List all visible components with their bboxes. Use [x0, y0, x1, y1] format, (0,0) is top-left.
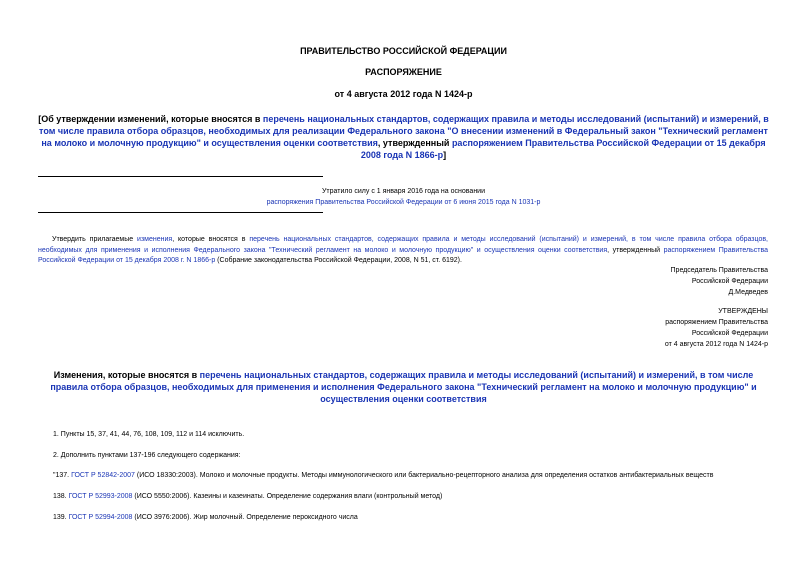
approval-stamp	[468, 306, 768, 350]
item-number: "137.	[53, 472, 72, 479]
gost-link[interactable]: ГОСТ Р 52993-2008	[68, 493, 133, 500]
changes-heading	[36, 369, 771, 405]
signature-block	[468, 265, 768, 298]
intro-link-changes[interactable]: изменения	[137, 236, 173, 243]
item-number: 139.	[53, 514, 69, 521]
approval-date-number: от 4 августа 2012 года N 1424-р	[664, 341, 768, 348]
item-number: 138.	[53, 493, 69, 500]
intro-text-2: , которые вносятся в	[172, 236, 250, 243]
approval-heading: УТВЕРЖДЕНЫ	[718, 308, 768, 315]
approval-line-2: распоряжением Правительства	[665, 319, 768, 326]
approval-line-3: Российской Федерации	[691, 330, 768, 337]
intro-text-4: (Собрание законодательства Российской Федерации, 2008, N 51, ст. 6192).	[215, 257, 462, 264]
title-close-text: ]	[443, 150, 447, 160]
gost-link[interactable]: ГОСТ Р 52842-2007	[71, 472, 135, 479]
void-notice-text: Утратило силу с 1 января 2016 года на основании	[321, 188, 486, 195]
changes-heading-link[interactable]: перечень национальных стандартов, содержащих правила и методы исследований (испытаний) и измерений, в том числе правила отбора образцов, необходимых для применения и исполнения Федерального закона "Технический регламент на молоко и молочную продукцию" и осуществления оценки соответствия	[50, 370, 757, 404]
list-item: 2. Дополнить пунктами 137-196 следующего содержания:	[53, 452, 241, 459]
title-link-order-1866[interactable]: распоряжением Правительства Российской Федерации от 15 декабря 2008 года N 1866-р	[360, 138, 766, 160]
document-title	[36, 113, 771, 161]
intro-link-standards-list[interactable]: перечень национальных стандартов, содержащих правила и методы исследований (испытаний) и измерений, в том числе правила отбора образцов, необходимых для применения и исполнения Федерального закона "Технический регламент на молоко и молочную продукцию" и осуществления оценки соответствия	[38, 236, 768, 254]
changes-heading-text: Изменения, которые вносятся в	[53, 370, 200, 380]
list-item	[53, 513, 773, 523]
intro-paragraph	[38, 235, 768, 267]
void-notice	[0, 186, 807, 208]
item-text: (ИСО 5550:2006). Казеины и казеинаты. Определение содержания влаги (контрольный метод)	[132, 493, 443, 500]
signature-position: Председатель Правительства	[670, 267, 768, 274]
title-open-text: [Об утверждении изменений, которые вносятся в	[38, 114, 263, 124]
intro-link-order-1866[interactable]: распоряжением Правительства Российской Федерации от 15 декабря 2008 г. N 1866-р	[38, 246, 768, 264]
list-item	[53, 492, 773, 502]
document-date-number: от 4 августа 2012 года N 1424-р	[334, 89, 473, 99]
gost-link[interactable]: ГОСТ Р 52994-2008	[68, 514, 133, 521]
government-heading: ПРАВИТЕЛЬСТВО РОССИЙСКОЙ ФЕДЕРАЦИИ	[300, 46, 507, 56]
intro-text-3: , утвержденный	[607, 246, 664, 254]
item-text: (ИСО 18330:2003). Молоко и молочные продукты. Методы иммунологического или бактериально-рецепторного анализа для определения остатков антибактериальных веществ	[134, 472, 714, 479]
title-mid-text: , утвержденный	[377, 138, 452, 148]
item-text: (ИСО 3976:2006). Жир молочный. Определение пероксидного числа	[132, 514, 358, 521]
divider-bottom	[38, 212, 323, 213]
signature-name: Д.Медведев	[728, 289, 768, 296]
divider-top	[38, 176, 323, 177]
list-item: 1. Пункты 15, 37, 41, 44, 76, 108, 109, 112 и 114 исключить.	[53, 431, 245, 438]
list-item	[53, 471, 773, 481]
document-type-heading: РАСПОРЯЖЕНИЕ	[365, 67, 442, 77]
signature-country: Российской Федерации	[691, 278, 768, 285]
title-link-standards-list[interactable]: перечень национальных стандартов, содержащих правила и методы исследований (испытаний) и измерений, в том числе правила отбора образцов, необходимых для реализации Федерального закона "О внесении изменений в Федеральный закон "Технический регламент на молоко и молочную продукцию" и осуществления оценки соответствия	[39, 114, 769, 148]
intro-text-1: Утвердить прилагаемые	[52, 236, 138, 243]
void-notice-link[interactable]: распоряжения Правительства Российской Федерации от 6 июня 2015 года N 1031-р	[266, 199, 541, 206]
